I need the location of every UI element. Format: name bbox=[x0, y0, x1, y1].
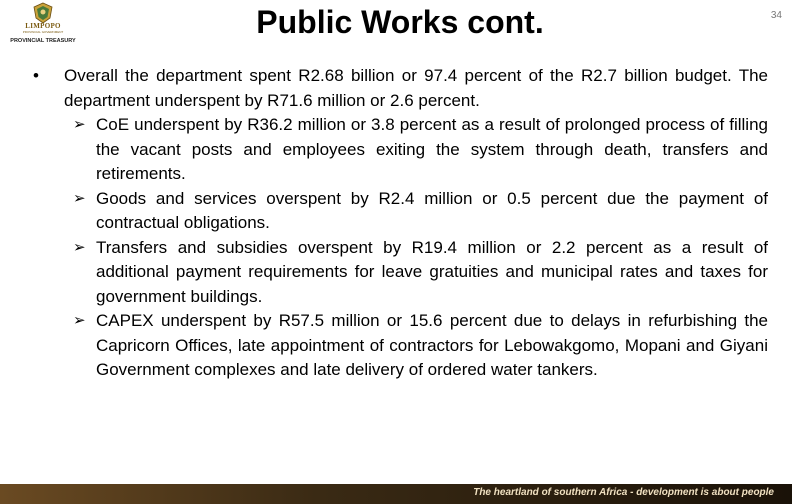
sub-item bbox=[73, 309, 768, 383]
sub-list bbox=[30, 113, 768, 383]
logo-name: LIMPOPO bbox=[25, 22, 61, 30]
sub-item-text: CAPEX underspent by R57.5 million or 15.6 percent due to delays in refurbishing the Capricorn Offices, late appointment of contractors for Lebowakgomo, Mopani and Giyani Government complexes and late delivery of ordered water tankers. bbox=[96, 311, 768, 379]
arrow-bullet-icon: ➢ bbox=[73, 116, 86, 133]
sub-item bbox=[73, 187, 768, 236]
page-title: Public Works cont. bbox=[256, 4, 544, 40]
sub-item-text: Goods and services overspent by R2.4 million or 0.5 percent due the payment of contractual obligations. bbox=[96, 188, 768, 232]
sub-item-text: CoE underspent by R36.2 million or 3.8 percent as a result of prolonged process of filling the vacant posts and employees exiting the system through death, transfers and retirements. bbox=[96, 115, 768, 183]
limpopo-logo bbox=[6, 2, 80, 48]
sub-item-text: Transfers and subsidies overspent by R19.4 million or 2.2 percent as a result of additional payment requirements for leave gratuities and municipal rates and taxes for government buildings. bbox=[96, 237, 768, 306]
bullet-text: Overall the department spent R2.68 billion or 97.4 percent of the R2.7 billion budget. The department underspent by R71.6 million or 2.6 percent. bbox=[64, 66, 768, 110]
footer-bar bbox=[0, 484, 792, 504]
logo-subtitle: PROVINCIAL GOVERNMENT bbox=[22, 30, 64, 34]
arrow-bullet-icon: ➢ bbox=[73, 238, 86, 256]
bullet-item bbox=[30, 64, 768, 113]
page-number: 34 bbox=[770, 10, 782, 21]
bullet-dot-icon: • bbox=[33, 66, 39, 85]
arrow-bullet-icon: ➢ bbox=[73, 189, 86, 207]
footer-tagline: The heartland of southern Africa - development is about people bbox=[473, 487, 774, 498]
logo-dept: PROVINCIAL TREASURY bbox=[10, 38, 76, 44]
sub-item bbox=[73, 236, 768, 310]
sub-item bbox=[73, 113, 768, 187]
slide-content bbox=[30, 64, 768, 383]
arrow-bullet-icon: ➢ bbox=[73, 312, 86, 329]
coat-of-arms-icon bbox=[30, 2, 56, 24]
